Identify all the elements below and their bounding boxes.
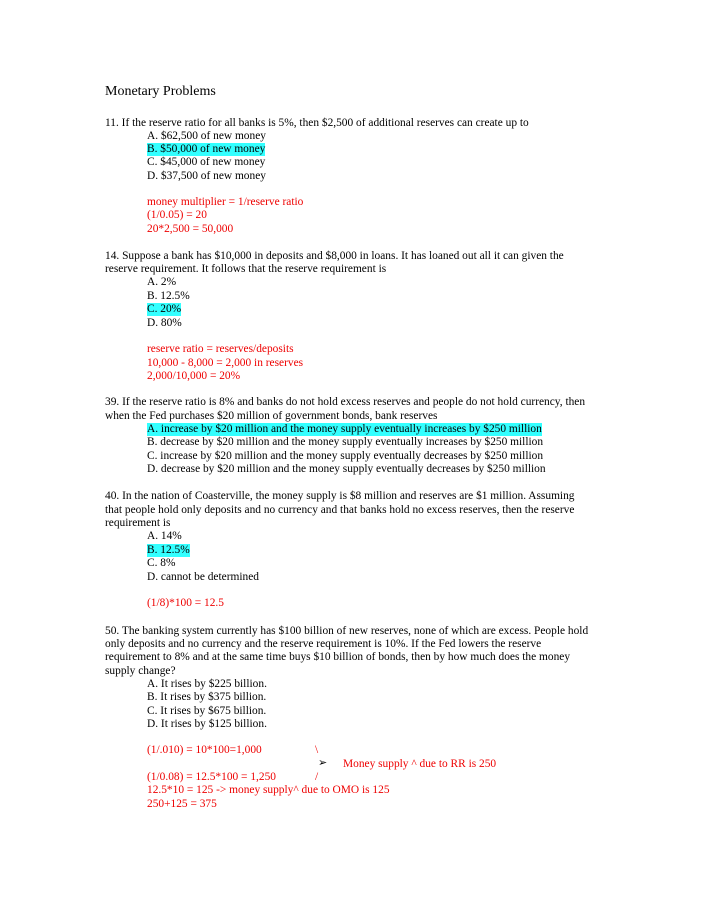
q11-option-c: C. $45,000 of new money [147, 156, 266, 168]
q39-option-d: D. decrease by $20 million and the money supply eventually decreases by $250 million [147, 463, 546, 475]
q50-work-line-2: (1/0.08) = 12.5*100 = 1,250 [147, 771, 276, 783]
q11-work-line-3: 20*2,500 = 50,000 [147, 223, 234, 235]
q40-work-line-1: (1/8)*100 = 12.5 [147, 597, 224, 609]
q14-work-line-2: 10,000 - 8,000 = 2,000 in reserves [147, 357, 304, 369]
q40-question-line-1: 40. In the nation of Coasterville, the money supply is $8 million and reserves are $1 million. Assuming [105, 490, 575, 502]
q40-question-line-3: requirement is [105, 517, 171, 529]
q14-option-d: D. 80% [147, 317, 182, 329]
q50-question-line-2: only deposits and no currency and the reserve requirement is 10%. If the Fed lowers the reserve [105, 638, 542, 650]
q40-option-a: A. 14% [147, 530, 182, 542]
q39-option-a-highlighted: A. increase by $20 million and the money supply eventually increases by $250 million [147, 423, 542, 435]
q50-question-line-4: supply change? [105, 665, 176, 677]
q50-question-line-1: 50. The banking system currently has $100 billion of new reserves, none of which are excess. People hold [105, 625, 589, 637]
q14-option-c-highlighted: C. 20% [147, 303, 182, 315]
q11-question: 11. If the reserve ratio for all banks is 5%, then $2,500 of additional reserves can create up to [105, 117, 529, 129]
q50-work-line-4: 250+125 = 375 [147, 798, 217, 810]
q50-bracket-bottom: / [315, 771, 319, 783]
page-title: Monetary Problems [105, 84, 216, 99]
q14-option-b: B. 12.5% [147, 290, 190, 302]
q39-question-line-1: 39. If the reserve ratio is 8% and banks do not hold excess reserves and people do not hold currency, then [105, 396, 586, 408]
q50-option-d: D. It rises by $125 billion. [147, 718, 267, 730]
q14-option-a: A. 2% [147, 276, 177, 288]
arrow-bullet-icon: ➢ [318, 757, 328, 769]
q50-work-line-3: 12.5*10 = 125 -> money supply^ due to OMO is 125 [147, 784, 390, 796]
q11-option-b-highlighted: B. $50,000 of new money [147, 143, 266, 155]
q50-bracket-top: \ [315, 744, 319, 756]
q50-option-c: C. It rises by $675 billion. [147, 705, 267, 717]
q40-question-line-2: that people hold only deposits and no currency and that banks hold no excess reserves, then the reserve [105, 504, 575, 516]
q40-option-b-highlighted: B. 12.5% [147, 544, 190, 556]
q50-question-line-3: requirement to 8% and at the same time buys $10 billion of bonds, then by how much does the money [105, 651, 571, 663]
q40-option-d: D. cannot be determined [147, 571, 259, 583]
q11-option-a: A. $62,500 of new money [147, 130, 266, 142]
q11-option-d: D. $37,500 of new money [147, 170, 266, 182]
q50-option-a: A. It rises by $225 billion. [147, 678, 267, 690]
q11-work-line-2: (1/0.05) = 20 [147, 209, 207, 221]
q11-work-line-1: money multiplier = 1/reserve ratio [147, 196, 304, 208]
q50-arrow-note: Money supply ^ due to RR is 250 [343, 758, 497, 770]
q50-work-line-1: (1/.010) = 10*100=1,000 [147, 744, 262, 756]
q39-question-line-2: when the Fed purchases $20 million of government bonds, bank reserves [105, 410, 438, 422]
q39-option-b: B. decrease by $20 million and the money supply eventually increases by $250 million [147, 436, 544, 448]
q50-option-b: B. It rises by $375 billion. [147, 691, 267, 703]
q14-question-line-1: 14. Suppose a bank has $10,000 in deposits and $8,000 in loans. It has loaned out all it can given the [105, 250, 564, 262]
q40-option-c: C. 8% [147, 557, 176, 569]
q14-question-line-2: reserve requirement. It follows that the reserve requirement is [105, 263, 387, 275]
q14-work-line-3: 2,000/10,000 = 20% [147, 370, 241, 382]
q39-option-c: C. increase by $20 million and the money supply eventually decreases by $250 million [147, 450, 544, 462]
q14-work-line-1: reserve ratio = reserves/deposits [147, 343, 294, 355]
